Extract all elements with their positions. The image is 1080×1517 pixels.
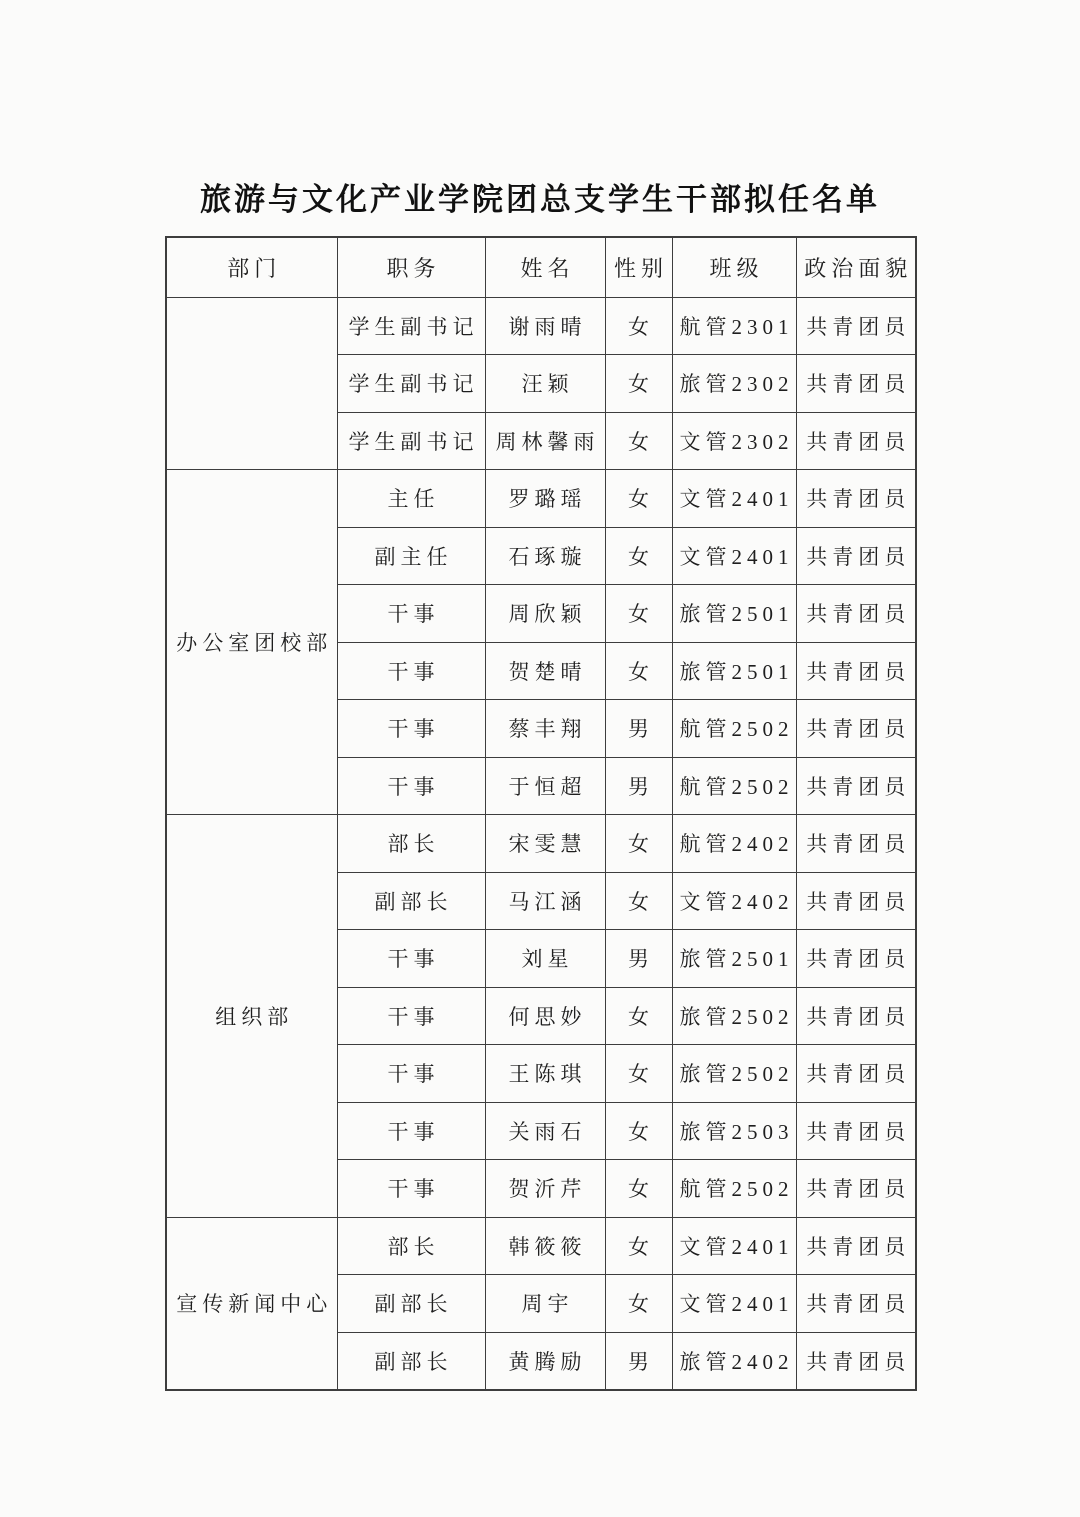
name-cell: 周宇 <box>485 1275 605 1333</box>
political-status-cell: 共青团员 <box>796 355 916 413</box>
gender-cell: 女 <box>605 470 672 528</box>
class-cell: 旅管2503 <box>672 1102 796 1160</box>
gender-cell: 女 <box>605 585 672 643</box>
position-cell: 干事 <box>337 987 485 1045</box>
table-header <box>166 237 916 297</box>
gender-cell: 女 <box>605 412 672 470</box>
name-cell: 黄腾励 <box>485 1332 605 1390</box>
position-cell: 干事 <box>337 700 485 758</box>
political-status-cell: 共青团员 <box>796 1332 916 1390</box>
table-row <box>166 1217 916 1275</box>
header-cell-4: 班级 <box>672 237 796 297</box>
name-cell: 周欣颖 <box>485 585 605 643</box>
political-status-cell: 共青团员 <box>796 585 916 643</box>
class-cell: 文管2402 <box>672 872 796 930</box>
political-status-cell: 共青团员 <box>796 1102 916 1160</box>
name-cell: 于恒超 <box>485 757 605 815</box>
political-status-cell: 共青团员 <box>796 1045 916 1103</box>
position-cell: 干事 <box>337 757 485 815</box>
position-cell: 干事 <box>337 930 485 988</box>
position-cell: 干事 <box>337 1102 485 1160</box>
header-cell-3: 性别 <box>605 237 672 297</box>
class-cell: 旅管2502 <box>672 1045 796 1103</box>
political-status-cell: 共青团员 <box>796 1275 916 1333</box>
gender-cell: 女 <box>605 1102 672 1160</box>
position-cell: 部长 <box>337 815 485 873</box>
position-cell: 干事 <box>337 1160 485 1218</box>
class-cell: 旅管2501 <box>672 642 796 700</box>
position-cell: 学生副书记 <box>337 297 485 355</box>
table-row <box>166 470 916 528</box>
gender-cell: 女 <box>605 987 672 1045</box>
political-status-cell: 共青团员 <box>796 412 916 470</box>
political-status-cell: 共青团员 <box>796 757 916 815</box>
class-cell: 文管2401 <box>672 1217 796 1275</box>
position-cell: 干事 <box>337 1045 485 1103</box>
name-cell: 谢雨晴 <box>485 297 605 355</box>
political-status-cell: 共青团员 <box>796 642 916 700</box>
gender-cell: 男 <box>605 1332 672 1390</box>
name-cell: 贺楚晴 <box>485 642 605 700</box>
header-cell-1: 职务 <box>337 237 485 297</box>
name-cell: 王陈琪 <box>485 1045 605 1103</box>
political-status-cell: 共青团员 <box>796 930 916 988</box>
gender-cell: 女 <box>605 1217 672 1275</box>
gender-cell: 女 <box>605 355 672 413</box>
name-cell: 汪颖 <box>485 355 605 413</box>
class-cell: 旅管2402 <box>672 1332 796 1390</box>
position-cell: 副主任 <box>337 527 485 585</box>
class-cell: 航管2502 <box>672 757 796 815</box>
header-cell-0: 部门 <box>166 237 337 297</box>
class-cell: 旅管2501 <box>672 585 796 643</box>
gender-cell: 女 <box>605 642 672 700</box>
position-cell: 学生副书记 <box>337 355 485 413</box>
header-cell-2: 姓名 <box>485 237 605 297</box>
name-cell: 蔡丰翔 <box>485 700 605 758</box>
political-status-cell: 共青团员 <box>796 1160 916 1218</box>
class-cell: 旅管2501 <box>672 930 796 988</box>
position-cell: 副部长 <box>337 1275 485 1333</box>
name-cell: 贺沂芹 <box>485 1160 605 1218</box>
class-cell: 文管2302 <box>672 412 796 470</box>
class-cell: 航管2502 <box>672 1160 796 1218</box>
gender-cell: 女 <box>605 1045 672 1103</box>
political-status-cell: 共青团员 <box>796 1217 916 1275</box>
position-cell: 副部长 <box>337 872 485 930</box>
political-status-cell: 共青团员 <box>796 527 916 585</box>
table-body <box>166 297 916 1390</box>
department-cell <box>166 297 337 470</box>
gender-cell: 男 <box>605 930 672 988</box>
political-status-cell: 共青团员 <box>796 987 916 1045</box>
class-cell: 航管2402 <box>672 815 796 873</box>
political-status-cell: 共青团员 <box>796 470 916 528</box>
page-title: 旅游与文化产业学院团总支学生干部拟任名单 <box>200 182 880 217</box>
position-cell: 副部长 <box>337 1332 485 1390</box>
position-cell: 部长 <box>337 1217 485 1275</box>
position-cell: 干事 <box>337 642 485 700</box>
gender-cell: 女 <box>605 527 672 585</box>
gender-cell: 女 <box>605 1275 672 1333</box>
political-status-cell: 共青团员 <box>796 700 916 758</box>
table-row <box>166 815 916 873</box>
header-cell-5: 政治面貌 <box>796 237 916 297</box>
gender-cell: 女 <box>605 297 672 355</box>
position-cell: 主任 <box>337 470 485 528</box>
class-cell: 文管2401 <box>672 527 796 585</box>
class-cell: 旅管2302 <box>672 355 796 413</box>
class-cell: 航管2502 <box>672 700 796 758</box>
class-cell: 航管2301 <box>672 297 796 355</box>
name-cell: 石琢璇 <box>485 527 605 585</box>
political-status-cell: 共青团员 <box>796 872 916 930</box>
department-cell: 宣传新闻中心 <box>166 1217 337 1390</box>
political-status-cell: 共青团员 <box>796 297 916 355</box>
gender-cell: 女 <box>605 1160 672 1218</box>
class-cell: 文管2401 <box>672 1275 796 1333</box>
name-cell: 罗璐瑶 <box>485 470 605 528</box>
gender-cell: 男 <box>605 757 672 815</box>
gender-cell: 男 <box>605 700 672 758</box>
table-row <box>166 297 916 355</box>
class-cell: 旅管2502 <box>672 987 796 1045</box>
political-status-cell: 共青团员 <box>796 815 916 873</box>
class-cell: 文管2401 <box>672 470 796 528</box>
name-cell: 关雨石 <box>485 1102 605 1160</box>
department-cell: 办公室团校部 <box>166 470 337 815</box>
name-cell: 韩筱筱 <box>485 1217 605 1275</box>
header-row <box>166 237 916 297</box>
gender-cell: 女 <box>605 872 672 930</box>
name-cell: 刘星 <box>485 930 605 988</box>
name-cell: 何思妙 <box>485 987 605 1045</box>
name-cell: 马江涵 <box>485 872 605 930</box>
roster-table <box>165 236 917 1391</box>
position-cell: 学生副书记 <box>337 412 485 470</box>
name-cell: 周林馨雨 <box>485 412 605 470</box>
position-cell: 干事 <box>337 585 485 643</box>
name-cell: 宋雯慧 <box>485 815 605 873</box>
gender-cell: 女 <box>605 815 672 873</box>
department-cell: 组织部 <box>166 815 337 1218</box>
